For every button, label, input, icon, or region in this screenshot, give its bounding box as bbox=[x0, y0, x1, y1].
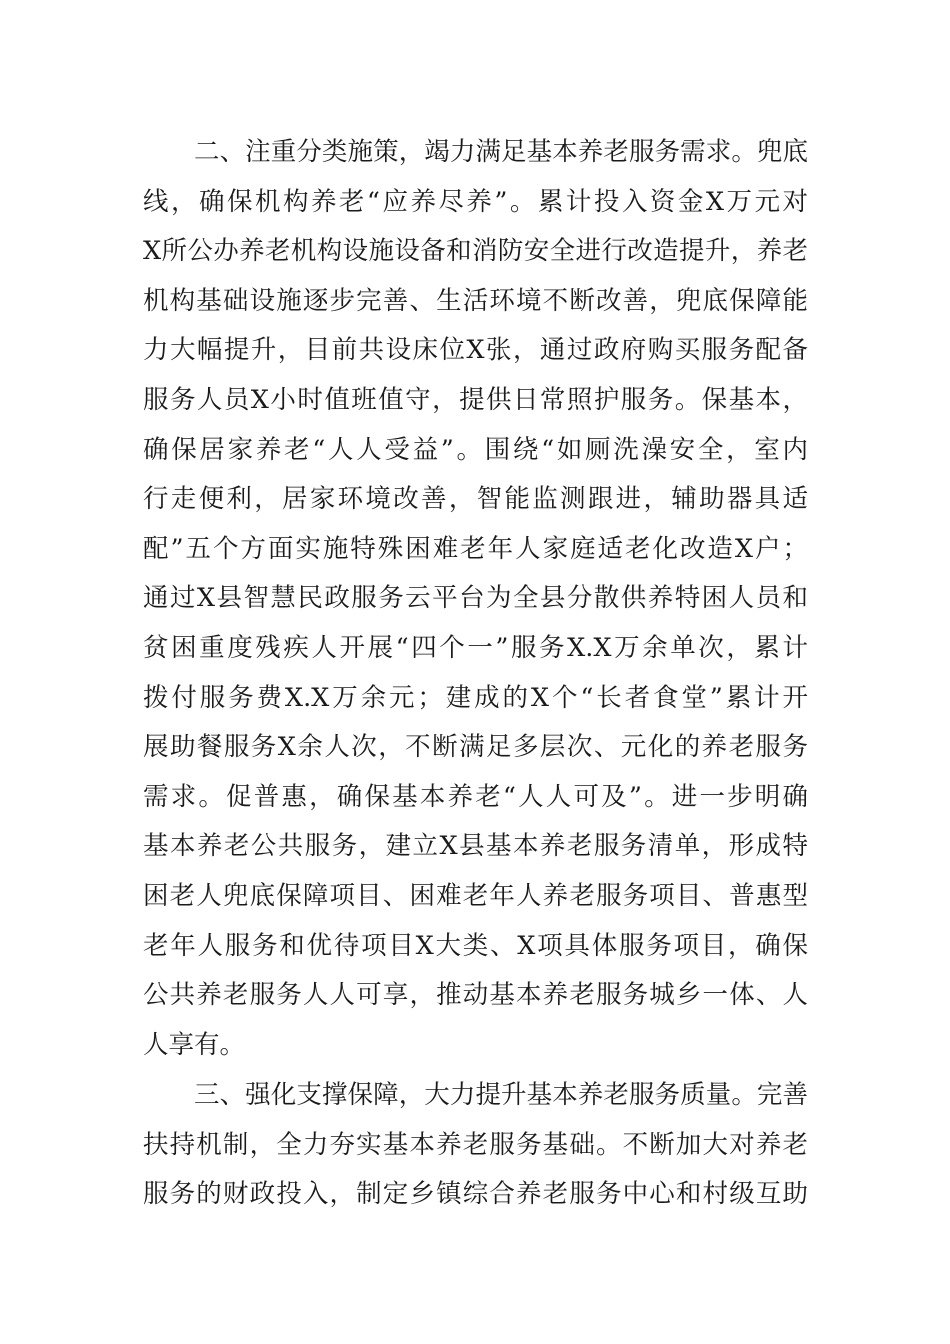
paragraph-line: 拨付服务费X.X万余元；建成的X个“长者食堂”累计开 bbox=[143, 682, 808, 713]
paragraph-line: 三、强化支撑保障，大力提升基本养老服务质量。完善 bbox=[194, 1080, 808, 1110]
paragraph-line: 机构基础设施逐步完善、生活环境不断改善，兜底保障能 bbox=[143, 285, 808, 316]
paragraph-line: X所公办养老机构设施设备和消防安全进行改造提升，养老 bbox=[143, 236, 808, 267]
paragraph-line: 人享有。 bbox=[143, 1029, 246, 1060]
paragraph-line: 确保居家养老“人人受益”。围绕“如厕洗澡安全，室内 bbox=[143, 434, 808, 465]
paragraph-line: 公共养老服务人人可享，推动基本养老服务城乡一体、人 bbox=[143, 980, 808, 1011]
paragraph-line: 力大幅提升，目前共设床位X张，通过政府购买服务配备 bbox=[143, 335, 808, 366]
paragraph-line: 老年人服务和优待项目X大类、X项具体服务项目，确保 bbox=[143, 930, 808, 961]
paragraph-line: 基本养老公共服务，建立X县基本养老服务清单，形成特 bbox=[143, 831, 808, 862]
paragraph-line: 需求。促普惠，确保基本养老“人人可及”。进一步明确 bbox=[143, 781, 808, 812]
paragraph-2 bbox=[143, 128, 808, 1070]
paragraph-line: 配”五个方面实施特殊困难老年人家庭适老化改造X户； bbox=[143, 533, 808, 564]
paragraph-line: 服务人员X小时值班值守，提供日常照护服务。保基本， bbox=[143, 384, 808, 415]
paragraph-line: 服务的财政投入，制定乡镇综合养老服务中心和村级互助 bbox=[143, 1179, 808, 1210]
paragraph-line: 线，确保机构养老“应养尽养”。累计投入资金X万元对 bbox=[143, 186, 808, 217]
paragraph-line: 行走便利，居家环境改善，智能监测跟进，辅助器具适 bbox=[143, 484, 808, 515]
paragraph-line: 展助餐服务X余人次，不断满足多层次、元化的养老服务 bbox=[143, 732, 808, 763]
paragraph-line: 贫困重度残疾人开展“四个一”服务X.X万余单次，累计 bbox=[143, 632, 808, 663]
paragraph-line: 困老人兜底保障项目、困难老年人养老服务项目、普惠型 bbox=[143, 880, 808, 911]
paragraph-3 bbox=[143, 1071, 808, 1220]
paragraph-line: 通过X县智慧民政服务云平台为全县分散供养特困人员和 bbox=[143, 583, 808, 614]
paragraph-line: 扶持机制，全力夯实基本养老服务基础。不断加大对养老 bbox=[143, 1129, 808, 1160]
paragraph-line: 二、注重分类施策，竭力满足基本养老服务需求。兜底 bbox=[194, 137, 808, 167]
